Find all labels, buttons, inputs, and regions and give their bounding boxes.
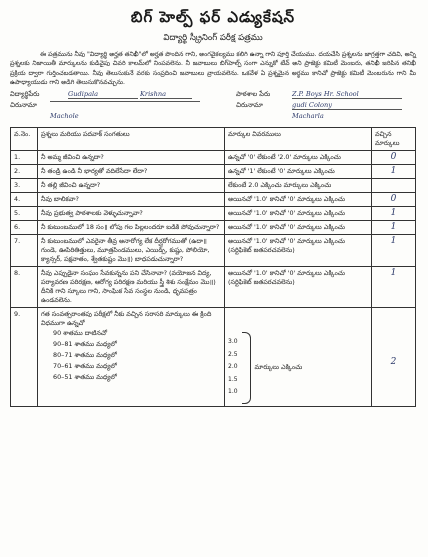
brace-divider <box>242 332 251 404</box>
grade-marks-instruction: మార్కులు ఎక్కించు <box>254 363 303 372</box>
col-header-question: ప్రశ్నలు మరియు పదవాక్ సంగతులు <box>38 127 225 150</box>
grade-scale <box>228 332 368 404</box>
grade-point: 3.0 <box>228 338 238 346</box>
screening-table <box>10 127 416 407</box>
table-row <box>11 178 416 192</box>
row-marks-rule: అయినచో '1.0' కానిచో '0' మార్కులు ఎక్కించు <box>225 192 372 206</box>
table-row <box>11 307 416 406</box>
grade-point: 1.0 <box>228 388 238 396</box>
table-row <box>11 206 416 220</box>
address-value: Machole <box>50 111 79 120</box>
row-number: 4. <box>11 192 38 206</box>
row-obtained-mark[interactable]: 2 <box>372 307 416 406</box>
col-header-no: వ.నెం. <box>11 127 38 150</box>
row-question: నీ అమ్మ జీవించి ఉన్నదా? <box>38 150 225 164</box>
name-row <box>10 90 416 101</box>
row-marks-rule: అయినచో '1.0' కానిచో '0' మార్కులు ఎక్కించు (సర్టిఫికెట్ జతపరచవలెను) <box>225 266 372 307</box>
row-question: నీ తల్లి జీవించి ఉన్నదా? <box>38 178 225 192</box>
school-label: పాఠశాల పేరు <box>236 89 271 98</box>
row-marks-rule: ఉన్నచో '0' లేకుంటే '2.0' మార్కులు ఎక్కించు <box>225 150 372 164</box>
grade-item: 80–71 శాతము మధ్యలో <box>53 351 117 360</box>
row-obtained-mark[interactable] <box>372 178 416 192</box>
grade-point: 2.0 <box>228 363 238 371</box>
intro-paragraph: ఈ పత్రమును నీవు "విద్యార్థి అర్హత తనిఖీ"లో అర్హత పొందిన గాని, అంగవైకల్యము కలిగి ఉన్నా గాని పూర్తి చేయుము. దయచేసి ప్రశ్నలను జాగ్రత్తగా చదివి, అన్ని ప్రశ్నలకు నిజాయితీ మార్కులను కుడివైపు చివరి కాలమ్‌లో నింపవలెను. నీ జవాబులు బిగ్‌హెల్ప్‌ సంగా ఎన్నుకో టేవ్ అని ప్రాజెక్టు కమిటీ మెంబరు, తనిఖీ జరిపిన తనిఖీ ప్రక్రియ ద్వారా గుర్తించబడతాయి. నీవు తెలుసుకునే వరకు సంప్రదించి జవాబులు వ్రాయవలెను. ఒకవేళ ఏ ప్రశ్నమైన అర్థము కానిచో ప్రాజెక్టు కమిటీ మెంబరును గాని మీ ఉపాధ్యాయుడు గాని అడిగి తెలుసుకొనవచ్చును. <box>10 51 416 87</box>
table-row <box>11 192 416 206</box>
table-header-row <box>11 127 416 150</box>
row-number: 6. <box>11 220 38 234</box>
table-row <box>11 266 416 307</box>
row-obtained-mark[interactable]: 1 <box>372 266 416 307</box>
row-number: 7. <box>11 234 38 266</box>
row-marks-rule: లేకుంటే 2.0 ఎక్కించు మార్కులు ఎక్కించు <box>225 178 372 192</box>
address2-value: gudi Colony <box>292 101 402 110</box>
student-name-label: విద్యార్థిపేరు <box>10 89 40 98</box>
row-marks-rule <box>225 307 372 406</box>
row-question: నీ కుటుంబములో 18 సం॥ లోపు గల పిల్లలందరూ బడికి పోవుచున్నారా? <box>38 220 225 234</box>
school-value: Z.P. Boys Hr. School <box>292 90 402 99</box>
row-question: నీవు ప్రభుత్వ పాఠశాలకు వెళ్ళుచున్నావా? <box>38 206 225 220</box>
row-number: 9. <box>11 307 38 406</box>
address-row <box>10 101 416 112</box>
row-question: నీ తండ్రి ఉండి నీ భార్యతో వదిలేసేదా లేదా? <box>38 164 225 178</box>
row-marks-rule: అయినచో '1.0' కానిచో '0' మార్కులు ఎక్కించు (సర్టిఫికెట్ జతపరచవలెను) <box>225 234 372 266</box>
grade-points <box>228 336 238 399</box>
row-number: 2. <box>11 164 38 178</box>
row-question <box>38 307 225 406</box>
row-obtained-mark[interactable]: 0 <box>372 150 416 164</box>
address2-label: చిరునామా <box>236 100 263 109</box>
address-line <box>50 101 200 102</box>
grade-list <box>41 328 221 384</box>
row-number: 1. <box>11 150 38 164</box>
form-subtitle: విద్యార్థి స్క్రీనింగ్ పరీక్ష పత్రము <box>163 33 263 43</box>
row-marks-rule: అయినచో '1.0' కానిచో '0' మార్కులు ఎక్కించు <box>225 206 372 220</box>
row-question: నీవు బాలికవా? <box>38 192 225 206</box>
col-header-obtained: వచ్చిన మార్కులు <box>372 127 416 150</box>
row-marks-rule: అయినచో '1.0' కానిచో '0' మార్కులు ఎక్కించు <box>225 220 372 234</box>
table-row <box>11 164 416 178</box>
grade-point: 2.5 <box>228 350 238 358</box>
row-obtained-mark[interactable]: 1 <box>372 220 416 234</box>
grade-item: 60–51 శాతము మధ్యలో <box>53 373 117 382</box>
grade-item: 90 శాతము దాటినచో <box>53 328 107 337</box>
row-obtained-mark[interactable]: 1 <box>372 164 416 178</box>
student-surname-value: Krishna <box>140 90 192 99</box>
grade-item: 90–81 శాతము మధ్యలో <box>53 339 117 348</box>
grade-item: 70–61 శాతము మధ్యలో <box>53 362 117 371</box>
address-label: చిరునామా <box>10 100 37 109</box>
grade-question-text: గత సంవత్సరాంతపు పరీక్షలో నీకు వచ్చిన సరాసరి మార్కులు ఈ క్రింది విధముగా ఉన్నచో <box>41 309 212 327</box>
table-row <box>11 220 416 234</box>
city-value: Macharla <box>292 111 324 120</box>
row-question: నీ కుటుంబములో ఎవరైనా తీవ్ర అనారోగ్య లేక దీర్ఘరోగముతో (ఉదా॥ గుండె, ఊపిరితిత్తులు, మూత్రపిండములు, ఎయిడ్స్, కుష్టు, పోలియో, క్యాన్సర్, పక్షవాతం, శ్వేతకుష్టం మొ॥) బాధపడుచున్నారా? <box>38 234 225 266</box>
table-row <box>11 150 416 164</box>
form-title: బిగ్ హెల్ప్ ఫర్ ఎడ్యుకేషన్ <box>130 8 296 26</box>
row-number: 3. <box>11 178 38 192</box>
row-marks-rule: ఉన్నచో '1' లేకుంటే '0' మార్కులు ఎక్కించు <box>225 164 372 178</box>
table-row <box>11 234 416 266</box>
row-number: 5. <box>11 206 38 220</box>
student-name-value: Gudipala <box>68 90 138 99</box>
row-number: 8. <box>11 266 38 307</box>
row-obtained-mark[interactable]: 0 <box>372 192 416 206</box>
city-row <box>10 112 416 123</box>
col-header-marks: మార్కుల వివరములు <box>225 127 372 150</box>
row-obtained-mark[interactable]: 1 <box>372 206 416 220</box>
row-question: నీవు ఎప్పుడైనా సంఘం సేవకున్నను పని చేసినావా? (వయోజన విద్య, పర్యావరణ పరిరక్షణ, ఆరోగ్య పరిరక్షణ మరియు స్త్రీ శిశు సంక్షేమం మొ॥) దీనికి గాని స్కూలు గాని, సాంఘిక సేవ సంస్థల నుండి, ధృవపత్రం ఉండవలెను. <box>38 266 225 307</box>
row-obtained-mark[interactable]: 1 <box>372 234 416 266</box>
grade-point: 1.5 <box>228 375 238 383</box>
